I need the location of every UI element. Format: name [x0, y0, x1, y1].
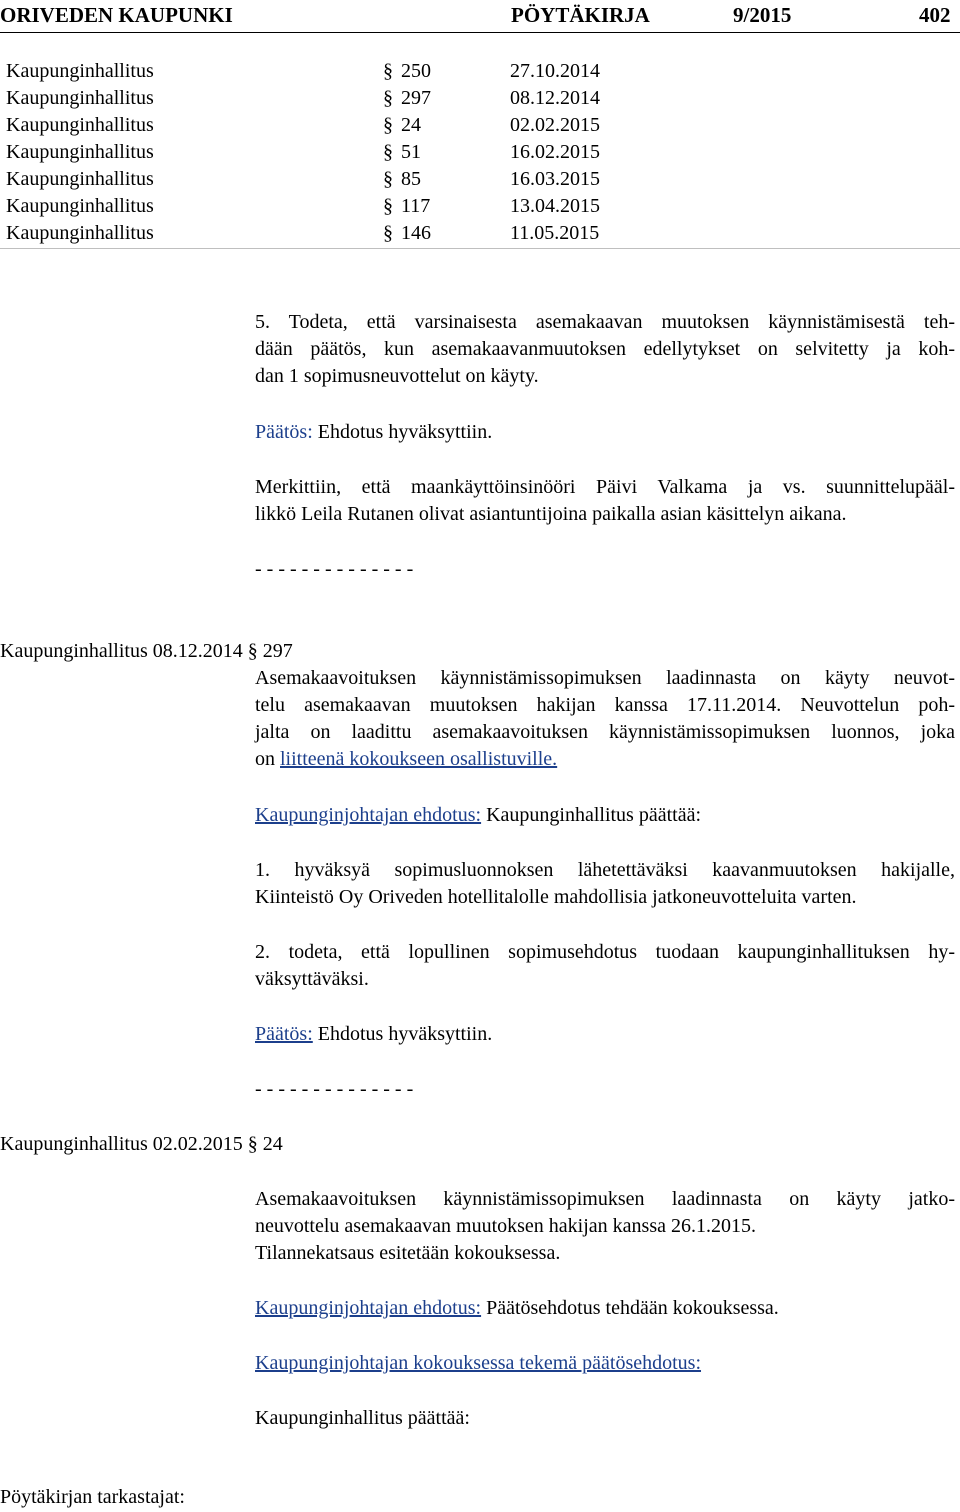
meeting-proposal-label: Kaupunginjohtajan kokouksessa tekemä päätösehdotus:	[255, 1352, 702, 1374]
section3-paragraph	[255, 1186, 955, 1267]
section2-proposal	[255, 802, 955, 829]
proposal-text: Kaupunginhallitus päättää:	[481, 804, 702, 826]
history-body: Kaupunginhallitus	[6, 60, 154, 82]
section2-point2	[255, 939, 955, 993]
attachment-link[interactable]: liitteenä kokoukseen osallistuville.	[280, 748, 558, 770]
text-line: 1. hyväksyä sopimusluonnoksen lähetettäväksi kaavanmuutoksen hakijalle,	[255, 859, 955, 881]
text-line: likkö Leila Rutanen olivat asiantuntijoina paikalla asian käsittelyn aikana.	[255, 503, 847, 525]
section-sign-icon: §	[383, 168, 393, 190]
decision-text: Ehdotus hyväksyttiin.	[312, 1023, 493, 1045]
separator-2: - - - - - - - - - - - - - -	[255, 1078, 414, 1100]
history-number: 297	[401, 87, 431, 109]
proposal-text: Päätösehdotus tehdään kokouksessa.	[481, 1297, 779, 1319]
text-line: 2. todeta, että lopullinen sopimusehdotus tuodaan kaupunginhallituksen hy-	[255, 941, 955, 963]
text-line: dään päätös, kun asemakaavanmuutoksen edellytykset on selvitetty ja koh-	[255, 338, 955, 360]
note-paragraph	[255, 474, 955, 528]
history-body: Kaupunginhallitus	[6, 87, 154, 109]
history-date: 11.05.2015	[510, 222, 600, 244]
text-line: Merkittiin, että maankäyttöinsinööri Päivi Valkama ja vs. suunnittelupääl-	[255, 476, 955, 498]
section2-point1	[255, 857, 955, 911]
org-name: ORIVEDEN KAUPUNKI	[0, 3, 233, 27]
section3-meeting-proposal	[255, 1350, 955, 1377]
text-line: 5. Todeta, että varsinaisesta asemakaavan muutoksen käynnistämisestä teh-	[255, 311, 955, 333]
history-body: Kaupunginhallitus	[6, 168, 154, 190]
separator-1: - - - - - - - - - - - - - -	[255, 558, 414, 580]
text-prefix: on	[255, 748, 280, 770]
section2-heading-text: Kaupunginhallitus 08.12.2014	[0, 640, 243, 662]
header-divider	[0, 32, 960, 33]
reviewers-label: Pöytäkirjan tarkastajat:	[0, 1486, 185, 1508]
history-body: Kaupunginhallitus	[6, 222, 154, 244]
text-line: Tilannekatsaus esitetään kokouksessa.	[255, 1242, 561, 1264]
page-number: 402	[919, 3, 951, 27]
decision-label: Päätös:	[255, 421, 313, 443]
section3-proposal	[255, 1295, 955, 1322]
history-number: 250	[401, 60, 431, 82]
section3-heading	[0, 1131, 283, 1158]
item5-paragraph	[255, 309, 955, 390]
text-line: Asemakaavoituksen käynnistämissopimuksen laadinnasta on käyty neuvot-	[255, 667, 955, 689]
text-line: Kiinteistö Oy Oriveden hotellitalolle mahdollisia jatkoneuvotteluita varten.	[255, 886, 857, 908]
section2-number: 297	[262, 640, 293, 662]
section2-heading	[0, 638, 293, 665]
decision-text: Ehdotus hyväksyttiin.	[312, 421, 493, 443]
history-body: Kaupunginhallitus	[6, 114, 154, 136]
history-number: 117	[401, 195, 431, 217]
history-date: 16.03.2015	[510, 168, 600, 190]
section3-number: 24	[262, 1133, 283, 1155]
text-line: väksyttäväksi.	[255, 968, 369, 990]
proposal-label: Kaupunginjohtajan ehdotus:	[255, 1297, 482, 1319]
section-sign-icon: §	[383, 195, 393, 217]
section-sign-icon: §	[247, 1133, 258, 1155]
text-line: telu asemakaavan muutoksen hakijan kanssa 17.11.2014. Neuvottelun poh-	[255, 694, 955, 716]
doc-type: PÖYTÄKIRJA	[511, 3, 650, 27]
decision-1	[255, 419, 955, 446]
section-sign-icon: §	[383, 60, 393, 82]
section-sign-icon: §	[383, 222, 393, 244]
section-sign-icon: §	[383, 114, 393, 136]
text-line: Asemakaavoituksen käynnistämissopimuksen laadinnasta on käyty jatko-	[255, 1188, 955, 1210]
section-sign-icon: §	[383, 87, 393, 109]
history-body: Kaupunginhallitus	[6, 195, 154, 217]
history-date: 27.10.2014	[510, 60, 600, 82]
section3-heading-text: Kaupunginhallitus 02.02.2015	[0, 1133, 243, 1155]
history-divider	[0, 248, 960, 249]
history-number: 85	[401, 168, 421, 190]
text-line: neuvottelu asemakaavan muutoksen hakijan kanssa 26.1.2015.	[255, 1215, 756, 1237]
history-date: 13.04.2015	[510, 195, 600, 217]
decides-text: Kaupunginhallitus päättää:	[255, 1407, 470, 1429]
history-number: 146	[401, 222, 431, 244]
history-date: 08.12.2014	[510, 87, 600, 109]
issue-number: 9/2015	[733, 3, 792, 27]
section-sign-icon: §	[383, 141, 393, 163]
decision-2	[255, 1021, 955, 1048]
proposal-label: Kaupunginjohtajan ehdotus:	[255, 804, 482, 826]
history-number: 51	[401, 141, 421, 163]
text-line: jalta on laadittu asemakaavoituksen käynnistämissopimuksen luonnos, joka	[255, 721, 955, 743]
section-sign-icon: §	[247, 640, 258, 662]
section3-decides	[255, 1405, 955, 1432]
text-line: dan 1 sopimusneuvottelut on käyty.	[255, 365, 539, 387]
decision-label: Päätös:	[255, 1023, 313, 1045]
section2-paragraph	[255, 665, 955, 773]
footer-reviewers	[0, 1484, 185, 1511]
history-date: 02.02.2015	[510, 114, 600, 136]
history-body: Kaupunginhallitus	[6, 141, 154, 163]
history-number: 24	[401, 114, 421, 136]
history-date: 16.02.2015	[510, 141, 600, 163]
